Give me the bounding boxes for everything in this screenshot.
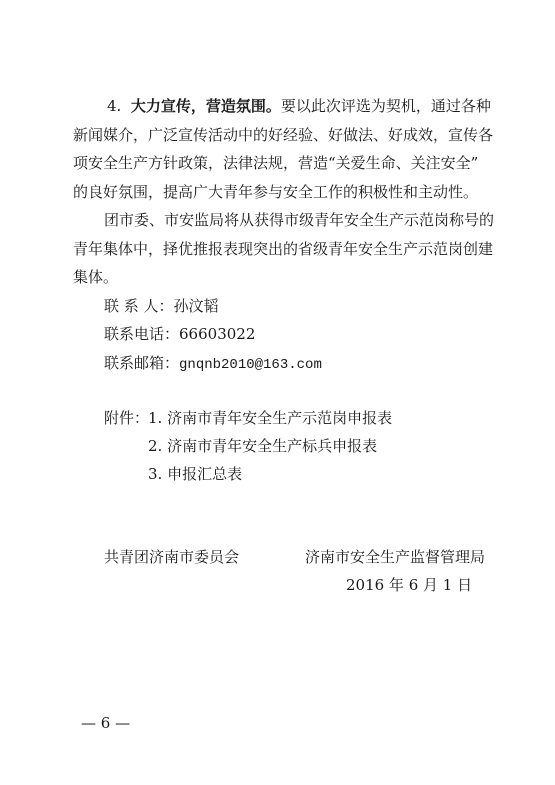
paragraph-4-line-4: 的良好氛围，提高广大青年参与安全工作的积极性和主动性。 <box>73 183 479 201</box>
item-heading: 大力宣传，营造氛围。 <box>130 97 281 115</box>
signature-org-2: 济南市安全生产监督管理局 <box>305 548 486 566</box>
paragraph-4-line-3: 项安全生产方针政策，法律法规，营造“关爱生命、关注安全” <box>73 154 479 172</box>
page-number: — 6 — <box>81 714 131 732</box>
paragraph-4-line-2: 新闻媒介，广泛宣传活动中的好经验、好做法、好成效，宣传各 <box>73 126 494 144</box>
contact-person <box>104 296 219 316</box>
attachment-item-2: 2. 济南市青年安全生产标兵申报表 <box>148 437 378 455</box>
signature-org-1: 共青团济南市委员会 <box>104 548 240 566</box>
contact-phone <box>104 324 255 344</box>
contact-phone-label: 联系电话： <box>104 325 180 343</box>
contact-email-value: gnqnb2010@163.com <box>179 357 322 373</box>
item-number: 4. <box>107 97 122 115</box>
attachments-label: 附件： <box>104 409 150 427</box>
item-text: 要以此次评选为契机，通过各种 <box>280 97 491 115</box>
contact-email-label: 联系邮箱： <box>104 354 180 372</box>
contact-email <box>104 353 322 375</box>
paragraph-5-line-2: 青年集体中，择优推报表现突出的省级青年安全生产示范岗创建 <box>73 240 494 258</box>
paragraph-5-line-1: 团市委、市安监局将从获得市级青年安全生产示范岗称号的 <box>104 211 495 229</box>
contact-phone-value: 66603022 <box>179 325 256 343</box>
attachment-item-3: 3. 申报汇总表 <box>148 465 243 483</box>
contact-person-label: 联 系 人： <box>104 297 174 315</box>
signature-date: 2016 年 6 月 1 日 <box>346 576 473 594</box>
contact-person-value: 孙汶韬 <box>173 297 219 315</box>
attachment-item-1: 1. 济南市青年安全生产示范岗申报表 <box>148 409 393 427</box>
paragraph-4-line-1 <box>107 96 491 116</box>
paragraph-5-line-3: 集体。 <box>73 268 119 286</box>
